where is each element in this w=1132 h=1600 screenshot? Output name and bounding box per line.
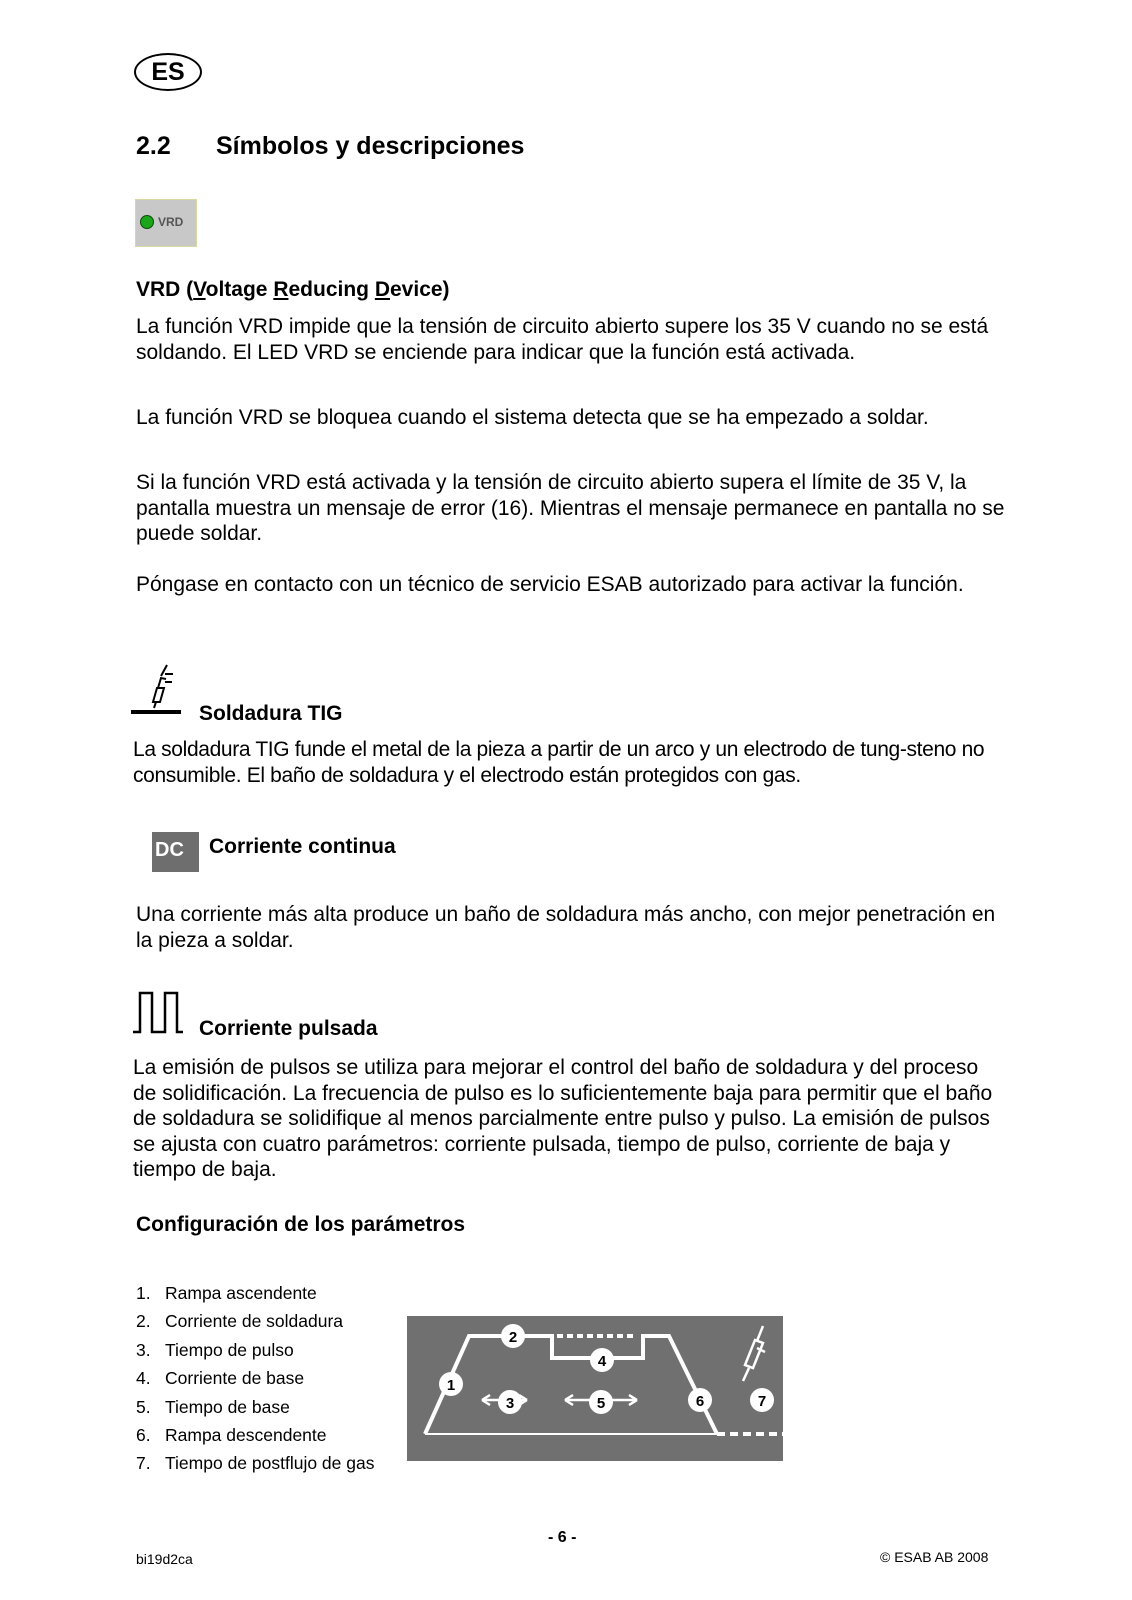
vrd-heading-prefix: VRD ( [136, 278, 194, 301]
pulse-wave-icon [132, 990, 184, 1034]
list-item-number: 2. [136, 1311, 151, 1332]
vrd-heading-d: D [374, 278, 390, 301]
tig-heading: Soldadura TIG [199, 702, 343, 725]
list-item-label: Rampa ascendente [165, 1283, 317, 1303]
marker-3 [498, 1390, 522, 1414]
params-list [136, 1279, 374, 1478]
pulse-paragraph: La emisión de pulsos se utiliza para mejorar el control del baño de soldadura y del proceso de solidificación. La frecuencia de pulso es lo suficientemente baja para permitir que el baño de soldadura se solidifique al menos parcialmente entre pulso y pulso. La emisión de pulsos se ajusta con cuatro parámetros: corriente pulsada, tiempo de pulso, corriente de baja y tiempo de baja. [133, 1056, 993, 1181]
list-item [136, 1364, 374, 1392]
copyright: © ESAB AB 2008 [880, 1549, 989, 1565]
list-item-label: Tiempo de postflujo de gas [165, 1453, 375, 1474]
svg-text:6: 6 [695, 1393, 705, 1410]
vrd-panel-label: VRD [158, 215, 184, 229]
svg-text:3: 3 [505, 1395, 515, 1412]
list-item-label: Tiempo de pulso [165, 1339, 294, 1360]
vrd-panel-image [135, 199, 197, 247]
dc-paragraph: Una corriente más alta produce un baño de soldadura más ancho, con mejor penetración en la pieza a soldar. [136, 903, 996, 952]
vrd-heading [136, 277, 450, 303]
vrd-paragraph-4: Póngase en contacto con un técnico de servicio ESAB autorizado para activar la función. [136, 573, 964, 596]
vrd-heading-evice: evice) [390, 278, 450, 301]
list-item [136, 1336, 374, 1364]
marker-2 [501, 1324, 525, 1348]
list-item-number: 7. [136, 1453, 151, 1474]
list-item-number: 5. [136, 1396, 151, 1417]
section-title-text: Símbolos y descripciones [216, 132, 525, 160]
list-item [136, 1307, 374, 1335]
diagram-background [407, 1316, 783, 1461]
svg-text:1: 1 [446, 1377, 456, 1394]
list-item-label: Tiempo de base [165, 1396, 290, 1417]
marker-7 [750, 1388, 774, 1412]
vrd-heading-r: R [273, 278, 289, 301]
vrd-paragraph-1: La función VRD impide que la tensión de circuito abierto supere los 35 V cuando no se está soldando. El LED VRD se enciende para indicar que la función está activada. [136, 315, 989, 364]
svg-text:5: 5 [596, 1395, 606, 1412]
tig-paragraph: La soldadura TIG funde el metal de la pieza a partir de un arco y un electrodo de tung-steno no consumible. El baño de soldadura y el electrodo están protegidos con gas. [133, 738, 985, 787]
svg-text:2: 2 [508, 1329, 518, 1346]
pulse-parameters-diagram [407, 1316, 783, 1461]
marker-6 [688, 1388, 712, 1412]
list-item-label: Corriente de soldadura [165, 1311, 344, 1332]
dc-heading: Corriente continua [209, 835, 396, 858]
section-number: 2.2 [136, 132, 171, 160]
list-item [136, 1279, 374, 1307]
svg-text:4: 4 [597, 1353, 607, 1370]
dc-icon: DC [152, 832, 199, 872]
vrd-heading-v: V [193, 278, 206, 301]
params-heading: Configuración de los parámetros [136, 1213, 466, 1236]
marker-5 [589, 1390, 613, 1414]
list-item [136, 1393, 374, 1421]
list-item-number: 1. [136, 1283, 151, 1303]
svg-text:7: 7 [757, 1393, 767, 1410]
list-item [136, 1449, 374, 1477]
vrd-led-icon [140, 215, 154, 229]
vrd-paragraph-2: La función VRD se bloquea cuando el sistema detecta que se ha empezado a soldar. [136, 406, 929, 429]
section-title [136, 131, 524, 161]
tig-torch-icon [131, 662, 183, 718]
list-item-label: Rampa descendente [165, 1425, 327, 1446]
pulse-heading: Corriente pulsada [199, 1017, 378, 1040]
page-number: - 6 - [548, 1529, 577, 1546]
list-item-number: 4. [136, 1368, 151, 1389]
vrd-heading-oltage: oltage [205, 278, 274, 301]
vrd-paragraph-3: Si la función VRD está activada y la tensión de circuito abierto supera el límite de 35 V, la pantalla muestra un mensaje de error (16). Mientras el mensaje permanece en pantalla no se puede soldar. [136, 471, 1005, 545]
list-item-number: 6. [136, 1425, 151, 1446]
list-item [136, 1421, 374, 1449]
marker-4 [590, 1348, 614, 1372]
vrd-heading-educing: educing [288, 278, 375, 301]
language-badge: ES [134, 53, 202, 91]
list-item-number: 3. [136, 1339, 151, 1360]
marker-1 [439, 1372, 463, 1396]
document-code: bi19d2ca [136, 1551, 193, 1567]
list-item-label: Corriente de base [165, 1368, 305, 1389]
